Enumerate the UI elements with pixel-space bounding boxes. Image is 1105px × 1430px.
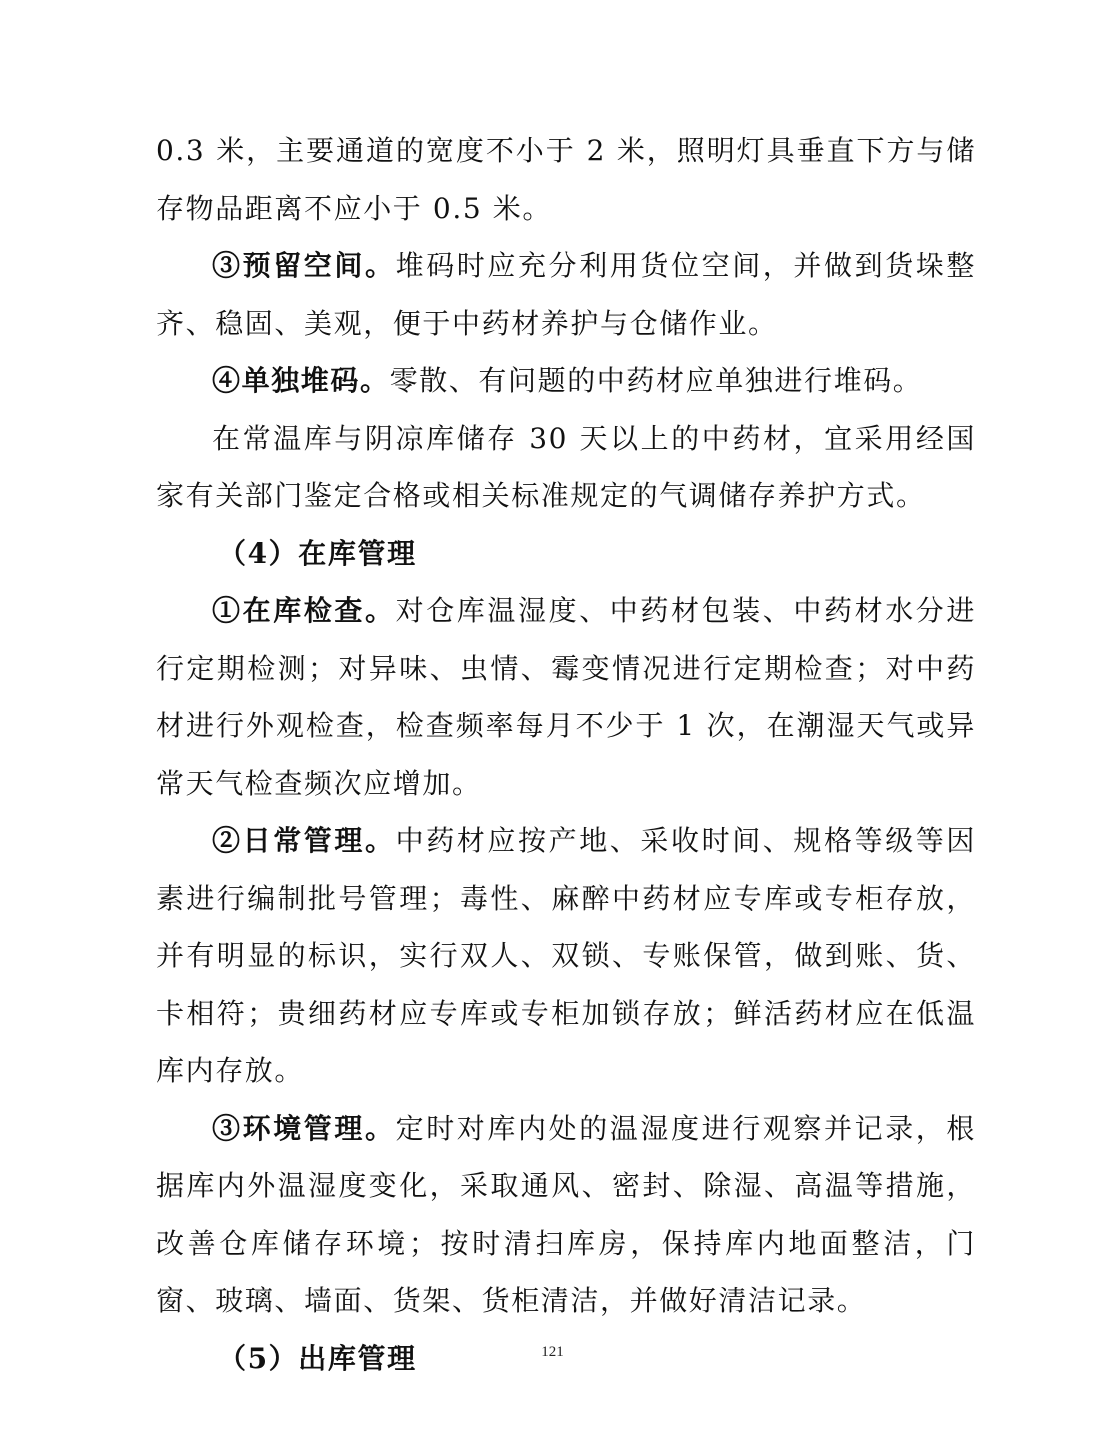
item-lead-separate-stacking: ④单独堆码。 <box>212 364 390 397</box>
section-heading-outbound: （5）出库管理 <box>218 1341 417 1375</box>
paragraph-controlled-atmosphere: 在常温库与阴凉库储存 30 天以上的中药材，宜采用经国家有关部门鉴定合格或相关标准规定的气调储存养护方式。 <box>156 421 976 512</box>
paragraph-daily-management <box>156 812 976 1100</box>
item-lead-reserved-space: ③预留空间。 <box>212 249 396 282</box>
paragraph-storage-distance: 0.3 米，主要通道的宽度不小于 2 米，照明灯具垂直下方与储存物品距离不应小于 0.5 米。 <box>156 134 976 225</box>
item-lead-daily-management: ②日常管理。 <box>212 824 396 857</box>
page-number: 121 <box>541 1344 564 1360</box>
item-text-daily-management: 中药材应按产地、采收时间、规格等级等因素进行编制批号管理；毒性、麻醉中药材应专库或专柜存放，并有明显的标识，实行双人、双锁、专账保管，做到账、货、卡相符；贵细药材应专库或专柜加锁存放；鲜活药材应在低温库内存放。 <box>156 824 976 1087</box>
paragraph-environment-management <box>156 1100 976 1330</box>
item-text-separate-stacking: 零散、有问题的中药材应单独进行堆码。 <box>389 364 923 397</box>
document-body <box>156 122 976 1387</box>
item-text-in-stock-inspection: 对仓库温湿度、中药材包装、中药材水分进行定期检测；对异味、虫情、霉变情况进行定期检查；对中药材进行外观检查，检查频率每月不少于 1 次，在潮湿天气或异常天气检查频次应增加。 <box>156 594 976 800</box>
paragraph-in-stock-inspection <box>156 582 976 812</box>
paragraph-separate-stacking <box>156 352 976 410</box>
item-lead-in-stock-inspection: ①在库检查。 <box>212 594 396 627</box>
item-text-reserved-space: 堆码时应充分利用货位空间，并做到货垛整齐、稳固、美观，便于中药材养护与仓储作业。 <box>156 249 976 340</box>
item-lead-environment-management: ③环境管理。 <box>212 1111 396 1145</box>
section-heading-in-stock: （4）在库管理 <box>218 536 417 570</box>
paragraph-reserved-space <box>156 237 976 352</box>
item-text-environment-management: 定时对库内处的温湿度进行观察并记录，根据库内外温湿度变化，采取通风、密封、除湿、高温等措施，改善仓库储存环境；按时清扫库房，保持库内地面整洁，门窗、玻璃、墙面、货架、货柜清洁，并做好清洁记录。 <box>156 1111 976 1317</box>
